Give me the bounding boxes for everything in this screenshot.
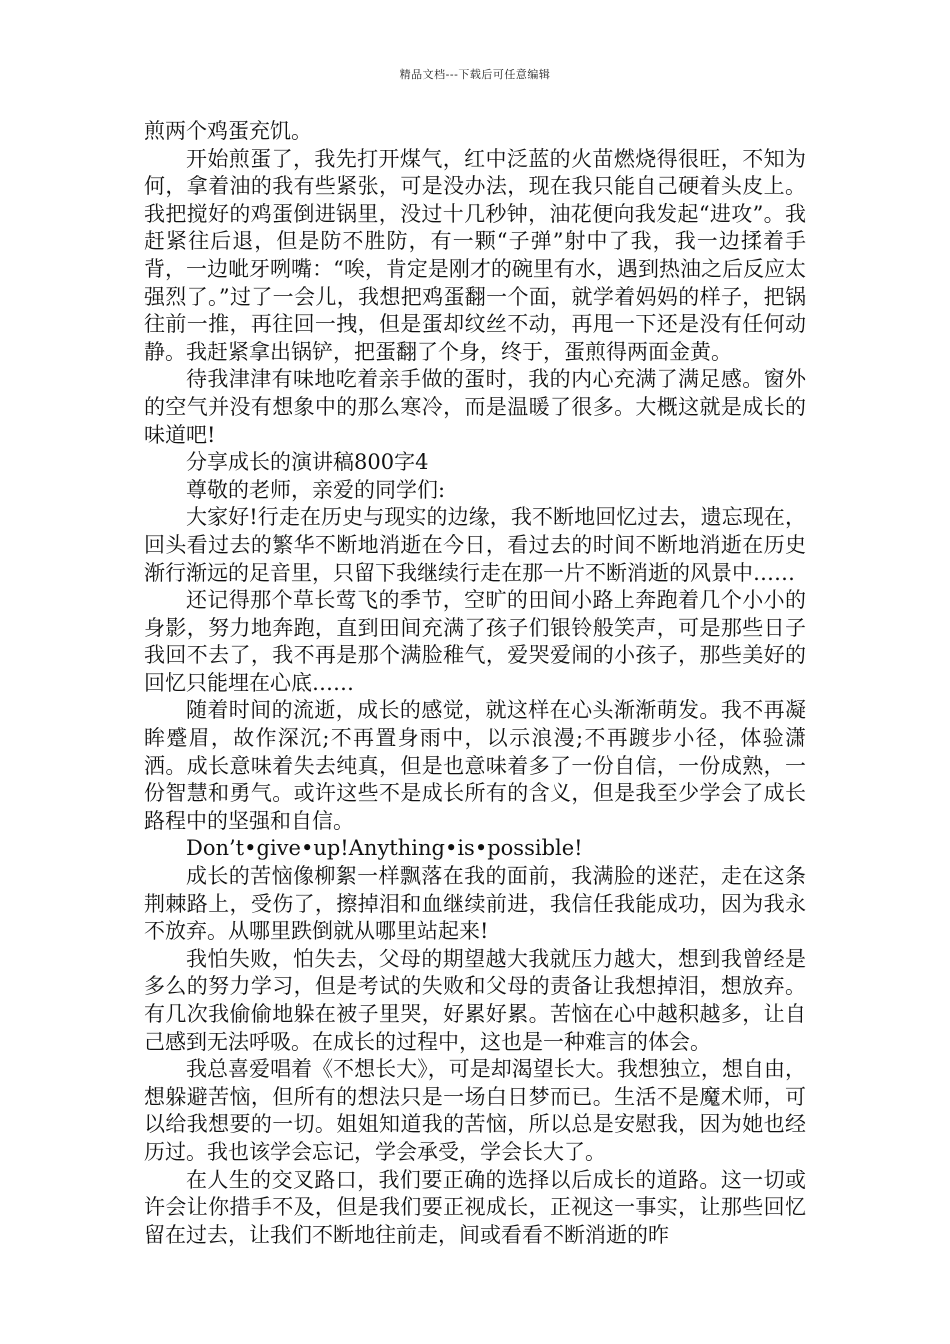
salutation: 尊敬的老师，亲爱的同学们: (186, 477, 446, 502)
paragraph: 煎两个鸡蛋充饥。 (144, 119, 312, 143)
document-body (144, 118, 806, 1249)
paragraph: 我总喜爱唱着《不想长大》，可是却渴望长大。我想独立，想自由，想躲避苦恼，但所有的想法只是一场白日梦而已。生活不是魔术师，可以给我想要的一切。姐姐知道我的苦恼，所以总是安慰我，因为她也经历过。我也该学会忘记，学会承受，学会长大了。 (144, 1057, 806, 1164)
english-slogan: Don’t•give•up!Anything•is•possible! (186, 836, 583, 861)
paragraph: 成长的苦恼像柳絮一样飘落在我的面前，我满脸的迷茫，走在这条荆棘路上，受伤了，擦掉泪和血继续前进，我信任我能成功，因为我永不放弃。从哪里跌倒就从哪里站起来! (144, 864, 806, 944)
paragraph: 在人生的交叉路口，我们要正确的选择以后成长的道路。这一切或许会让你措手不及，但是我们要正视成长，正视这一事实，让那些回忆留在过去，让我们不断地往前走，间或看看不断消逝的昨 (144, 1167, 806, 1247)
paragraph: 我怕失败，怕失去，父母的期望越大我就压力越大，想到我曾经是多么的努力学习，但是考试的失败和父母的责备让我想掉泪，想放弃。有几次我偷偷地躲在被子里哭，好累好累。苦恼在心中越积越多，让自己感到无法呼吸。在成长的过程中，这也是一种难言的体会。 (144, 946, 806, 1054)
paragraph: 随着时间的流逝，成长的感觉，就这样在心头渐渐萌发。我不再凝眸蹙眉，故作深沉;不再置身雨中，以示浪漫;不再踱步小径，体验潇洒。成长意味着失去纯真，但是也意味着多了一份自信，一份成熟，一份智慧和勇气。或许这些不是成长所有的含义，但是我至少学会了成长路程中的坚强和自信。 (144, 698, 806, 833)
paragraph: 开始煎蛋了，我先打开煤气，红中泛蓝的火苗燃烧得很旺，不知为何，拿着油的我有些紧张，可是没办法，现在我只能自己硬着头皮上。我把搅好的鸡蛋倒进锅里，没过十几秒钟，油花便向我发起“进攻”。我赶紧往后退，但是防不胜防，有一颗“子弹”射中了我，我一边揉着手背，一边呲牙咧嘴：“唉，肯定是刚才的碗里有水，遇到热油之后反应太强烈了。”过了一会儿，我想把鸡蛋翻一个面，就学着妈妈的样子，把锅往前一推，再往回一拽，但是蛋却纹丝不动，再甩一下还是没有任何动静。我赶紧拿出锅铲，把蛋翻了个身，终于，蛋煎得两面金黄。 (144, 146, 806, 364)
page-header: 精品文档---下载后可任意编辑 (399, 68, 551, 81)
section-title: 分享成长的演讲稿800字4 (186, 450, 429, 475)
paragraph: 还记得那个草长莺飞的季节，空旷的田间小路上奔跑着几个小小的身影，努力地奔跑，直到田间充满了孩子们银铃般笑声，可是那些日子我回不去了，我不再是那个满脸稚气，爱哭爱闹的小孩子，那些美好的回忆只能埋在心底…… (144, 588, 806, 695)
paragraph: 待我津津有味地吃着亲手做的蛋时，我的内心充满了满足感。窗外的空气并没有想象中的那么寒冷，而是温暖了很多。大概这就是成长的味道吧! (144, 367, 806, 447)
paragraph: 大家好!行走在历史与现实的边缘，我不断地回忆过去，遗忘现在，回头看过去的繁华不断地消逝在今日，看过去的时间不断地消逝在历史渐行渐远的足音里，只留下我继续行走在那一片不断消逝的风景中…… (144, 505, 806, 585)
